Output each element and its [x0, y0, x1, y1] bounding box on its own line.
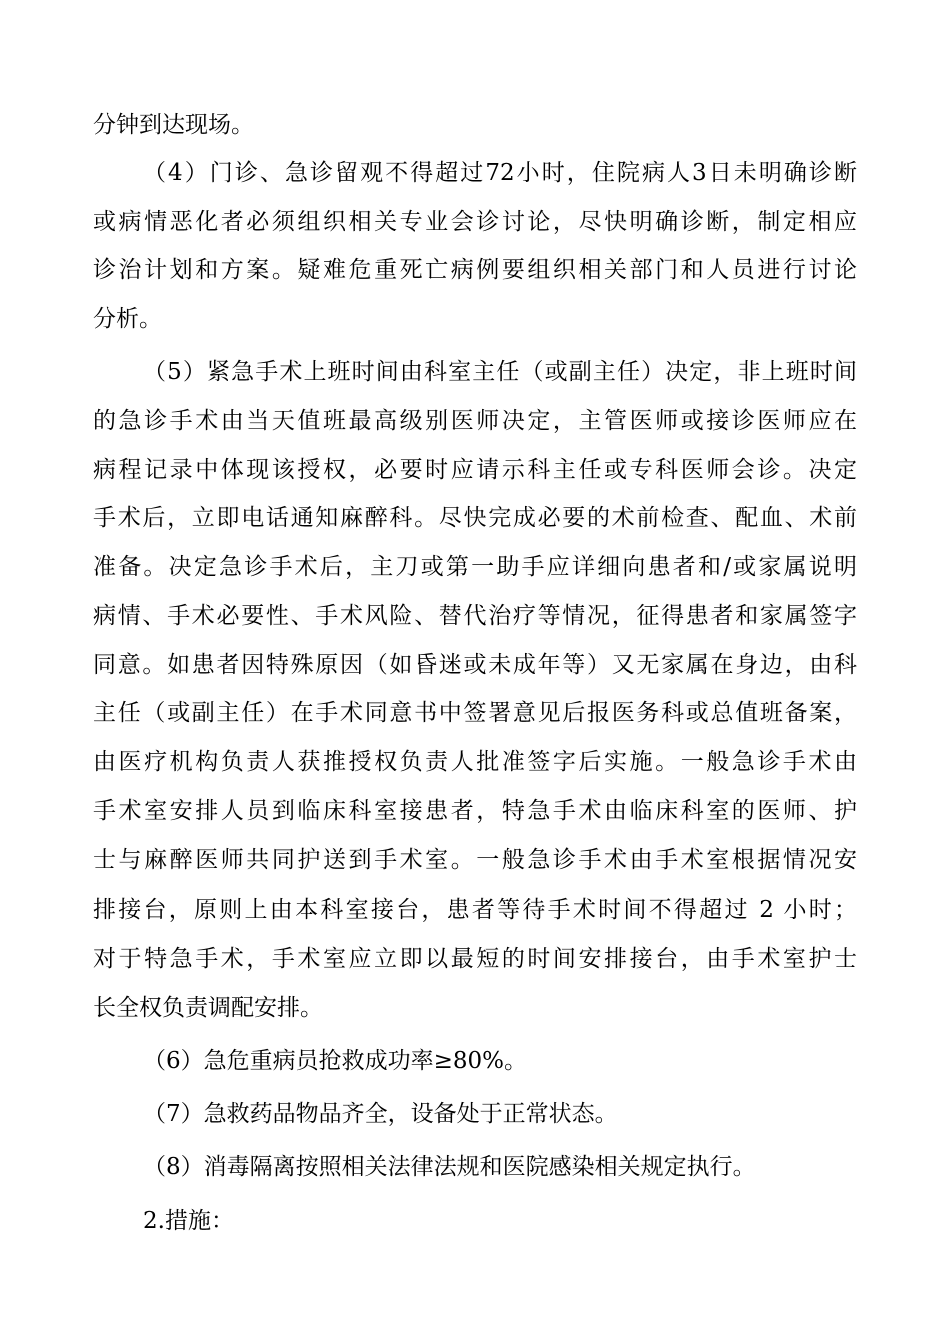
text-line: 手术室安排人员到临床科室接患者，特急手术由临床科室的医师、护	[93, 798, 857, 824]
text-line: 或病情恶化者必须组织相关专业会诊讨论，尽快明确诊断，制定相应	[93, 209, 857, 235]
text-line: 主任（或副主任）在手术同意书中签署意见后报医务科或总值班备案，	[93, 700, 857, 726]
text-line: 对于特急手术，手术室应立即以最短的时间安排接台，由手术室护士	[93, 946, 857, 972]
text-line: 准备。决定急诊手术后，主刀或第一助手应详细向患者和/或家属说明	[93, 554, 857, 580]
text-line: 排接台，原则上由本科室接台，患者等待手术时间不得超过 2 小时；	[93, 897, 857, 923]
text-line: 同意。如患者因特殊原因（如昏迷或未成年等）又无家属在身边，由科	[93, 652, 857, 678]
text-line: 病情、手术必要性、手术风险、替代治疗等情况，征得患者和家属签字	[93, 603, 857, 629]
paragraph-5-start: （5）紧急手术上班时间由科室主任（或副主任）决定，非上班时间	[143, 359, 857, 385]
text-line: 手术后，立即电话通知麻醉科。尽快完成必要的术前检查、配血、术前	[93, 505, 857, 531]
section-heading-measures: 2.措施：	[143, 1208, 234, 1234]
text-line: 的急诊手术由当天值班最高级别医师决定，主管医师或接诊医师应在	[93, 408, 857, 434]
text-line: 分钟到达现场。	[93, 112, 254, 138]
text-line: 病程记录中体现该授权，必要时应请示科主任或专科医师会诊。决定	[93, 457, 857, 483]
text-line: 士与麻醉医师共同护送到手术室。一般急诊手术由手术室根据情况安	[93, 847, 857, 873]
text-line: 诊治计划和方案。疑难危重死亡病例要组织相关部门和人员进行讨论	[93, 257, 857, 283]
paragraph-6: （6）急危重病员抢救成功率≥80%。	[143, 1048, 528, 1074]
text-line: 长全权负责调配安排。	[93, 995, 323, 1021]
paragraph-4-start: （4）门诊、急诊留观不得超过72小时，住院病人3日未明确诊断	[143, 160, 857, 186]
paragraph-8: （8）消毒隔离按照相关法律法规和医院感染相关规定执行。	[143, 1154, 756, 1180]
text-line: 由医疗机构负责人获推授权负责人批准签字后实施。一般急诊手术由	[93, 749, 857, 775]
text-line: 分析。	[93, 306, 162, 332]
paragraph-7: （7）急救药品物品齐全，设备处于正常状态。	[143, 1101, 618, 1127]
